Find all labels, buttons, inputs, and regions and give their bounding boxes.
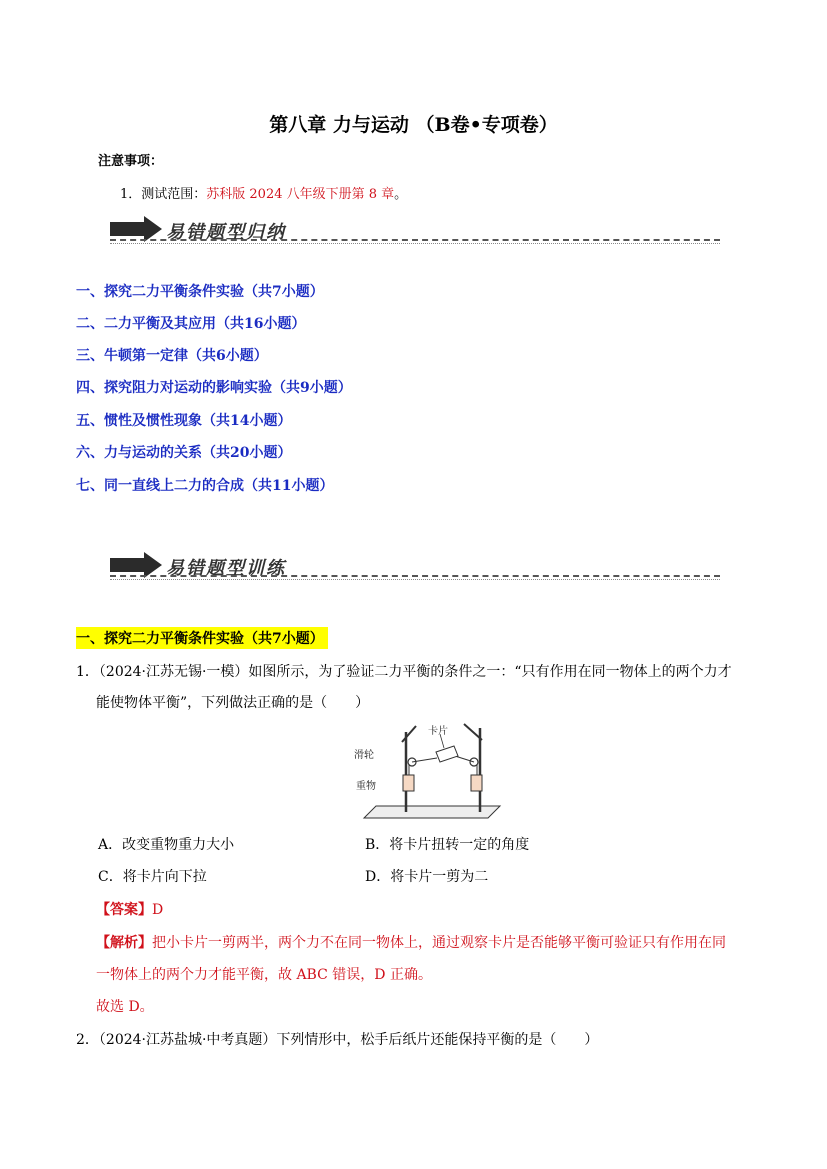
experiment-figure [352,720,502,830]
notice-item-scope: 苏科版 2024 八年级下册第 8 章 [206,187,395,202]
answer-label: 【答案】 [96,902,152,918]
toc-item-2[interactable]: 二、二力平衡及其应用（共16小题） [76,316,306,332]
card [436,746,458,762]
answer-value: D [152,902,164,918]
toc-item-5[interactable]: 五、惯性及惯性现象（共14小题） [76,413,292,429]
page-title: 第八章 力与运动 （B卷•专项卷） [269,114,558,136]
analysis-text-1: 把小卡片一剪两半，两个力不在同一物体上，通过观察卡片是否能够平衡可验证只有作用在同 [152,935,726,951]
notice-item-prefix: 1．测试范围： [120,187,207,202]
option-c[interactable]: C．将卡片向下拉 [98,869,207,885]
analysis-line1 [96,932,726,952]
notice-item [120,183,407,202]
right-weight [471,775,482,791]
toc-item-3[interactable]: 三、牛顿第一定律（共6小题） [76,348,268,364]
option-d[interactable]: D．将卡片一剪为二 [365,869,489,885]
banner-training-label: 易错题型训练 [166,558,286,579]
notice-item-suffix: 。 [394,187,408,202]
option-b[interactable]: B．将卡片扭转一定的角度 [365,837,530,853]
label-pulley: 滑轮 [354,750,374,761]
question-1-line1: 1．（2024·江苏无锡·一模）如图所示，为了验证二力平衡的条件之一：“只有作用在同一物体上的两个力才 [76,664,732,680]
banner-summary [110,210,720,250]
banner-summary-label: 易错题型归纳 [166,222,286,243]
toc-item-1[interactable]: 一、探究二力平衡条件实验（共7小题） [76,284,324,300]
option-a[interactable]: A．改变重物重力大小 [98,837,235,853]
conclusion: 故选 D。 [96,999,154,1015]
label-weight: 重物 [356,781,376,792]
banner-training [110,546,720,586]
notice-heading: 注意事项： [98,154,164,169]
toc-item-6[interactable]: 六、力与运动的关系（共20小题） [76,445,292,461]
analysis-line2: 一物体上的两个力才能平衡，故 ABC 错误，D 正确。 [96,967,432,983]
toc-item-7[interactable]: 七、同一直线上二力的合成（共11小题） [76,478,334,494]
section-heading: 一、探究二力平衡条件实验（共7小题） [76,627,328,649]
answer [96,899,163,919]
toc-item-4[interactable]: 四、探究阻力对运动的影响实验（共9小题） [76,380,352,396]
question-1-line2: 能使物体平衡”，下列做法正确的是（ ） [96,695,370,711]
analysis-label: 【解析】 [96,935,152,951]
label-card: 卡片 [428,726,448,737]
question-2-line1: 2．（2024·江苏盐城·中考真题）下列情形中，松手后纸片还能保持平衡的是（ ） [76,1032,599,1048]
left-weight [403,775,414,791]
